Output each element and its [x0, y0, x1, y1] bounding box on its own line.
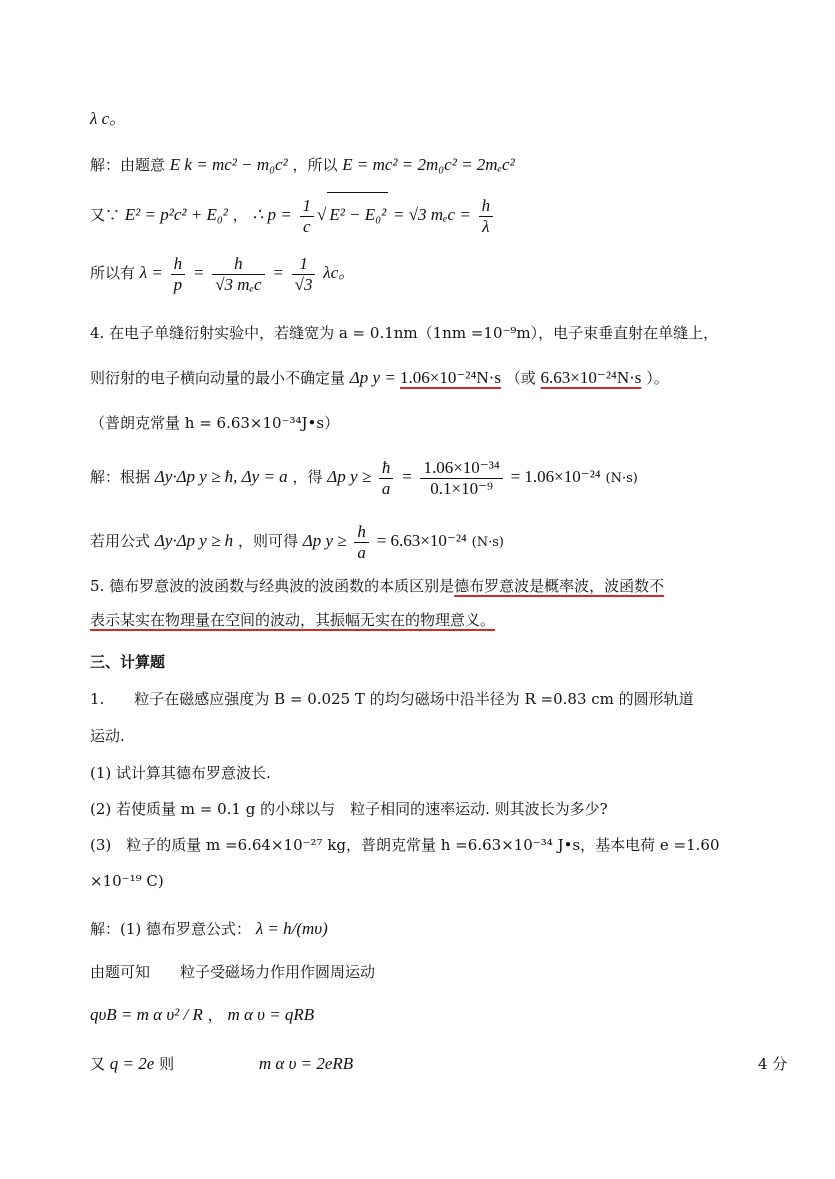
momentum-result: = √3 mₑc = [392, 205, 471, 224]
uncertainty-relation-h: Δy·Δp y ≥ h [154, 531, 234, 550]
planck-constant-note: （普朗克常量 h = 6.63×10⁻³⁴J•s） [90, 414, 340, 432]
calc-1-part-3: (3) 粒子的质量 m =6.64×10⁻²⁷ kg，普朗克常量 h =6.63×10⁻³⁴ J•s，基本电荷 e =1.60 [90, 836, 720, 854]
question-5-answer-part-2: 表示某实在物理量在空间的波动，其振幅无实在的物理意义。 [90, 611, 496, 629]
energy-momentum-relation: E² = p²c² + E₀² [124, 205, 228, 224]
because-text: 又∵ [90, 206, 121, 224]
question-5-text: 5. 德布罗意波的波函数与经典波的波函数的本质区别是 [90, 577, 455, 595]
section-heading-calculation: 三、计算题 [90, 653, 166, 671]
circular-motion-note: 由题可知 粒子受磁场力作用作圆周运动 [90, 963, 376, 981]
total-energy-equation: E = mc² = 2m₀c² = 2mₑc² [342, 155, 515, 174]
calc-1-part-3-cont: ×10⁻¹⁹ C) [90, 872, 164, 890]
question-5-line-2 [90, 609, 745, 631]
uncertainty-relation: Δy·Δp y ≥ ħ, Δy = a [154, 467, 288, 486]
fraction-h-over-p: $\frac{h}{p}$ [171, 254, 186, 295]
lorentz-force-equation: qυB = m α υ² / R [90, 1005, 203, 1024]
question-4-line-2 [90, 367, 745, 389]
charge-equation: q = 2e [109, 1054, 155, 1073]
fraction-h-over-a: $\frac{h}{a}$ [354, 522, 369, 563]
solution-de-broglie-label: 解：(1) 德布罗意公式： [90, 920, 252, 938]
solution-energy-line [90, 154, 745, 176]
force-equation-line [90, 1004, 745, 1026]
fraction-hbar-over-a: $\frac{ħ}{a}$ [379, 458, 394, 499]
delta-py-geq: Δp y ≥ [327, 467, 372, 486]
fraction-one-over-c: $\frac{1}{c}$ [300, 196, 315, 237]
momentum-result-equation: m α υ = 2eRB [258, 1054, 354, 1073]
unit-1: (N·s) [605, 471, 638, 486]
calc-1-line-2: 运动. [90, 727, 125, 745]
result-value-1: = 1.06×10⁻²⁴ [510, 467, 601, 486]
or-text: （或 [505, 369, 536, 387]
wavelength-result-line: 所以有 λ = $\frac{h}{p}$ = $\frac{h}{\text{√3 mₑc}}$ = $\frac{1}{√3}$ λc。 [90, 253, 356, 294]
according-text: 解：根据 [90, 468, 151, 486]
fraction-numeric: $\frac{\text{1.06×10⁻³⁴}}{\text{0.1×10⁻⁹}}$ [420, 458, 502, 499]
sqrt-expression: E² − E₀² [327, 192, 388, 237]
fraction-h-over-lambda: $\frac{h}{\lambda}$ [479, 196, 494, 237]
solution-label: 解：由题意 [90, 156, 166, 174]
fraction-one-over-sqrt3: $\frac{1}{√3}$ [292, 254, 316, 295]
momentum-equation: m α υ = qRB [227, 1005, 315, 1024]
question-5-answer-part-1: 德布罗意波是概率波，波函数不 [454, 577, 665, 595]
then-label: 则 [159, 1055, 175, 1073]
unit-2: (N·s) [471, 535, 504, 550]
connector-text: ，所以 [292, 156, 338, 174]
delta-py-symbol: Δp y = [349, 368, 401, 387]
comma-text: ， [232, 206, 248, 224]
also-text: 又 [90, 1055, 106, 1073]
score-label: 4 分 [758, 1055, 788, 1073]
answer-2-underlined: 6.63×10⁻²⁴N·s [540, 368, 642, 387]
solution-de-broglie-line [90, 918, 745, 940]
then-text: ，则可得 [237, 532, 298, 550]
get-text: ，得 [292, 468, 323, 486]
momentum-line: 又∵ E² = p²c² + E₀² ， ∴ p = $\frac{1}{c}$ √ E² − E₀² = √3 mₑc = $\frac{h}{\lambda}$ [90, 192, 745, 237]
question-4-line-1: 4. 在电子单缝衍射实验中，若缝宽为 a = 0.1nm（1nm =10⁻⁹m），电子束垂直射在单缝上， [90, 324, 719, 342]
lambda-c-tail: λc。 [323, 263, 356, 282]
so-text: 所以有 [90, 264, 136, 282]
if-using-text: 若用公式 [90, 532, 151, 550]
question-4-text: 则衍射的电子横向动量的最小不确定量 [90, 369, 346, 387]
question-4-solution-2 [90, 518, 745, 566]
close-paren-text: ）。 [646, 369, 669, 387]
lambda-c-text: λ c。 [90, 109, 127, 128]
calc-1-line-1: 1. 粒子在磁感应强度为 B = 0.025 T 的均匀磁场中沿半径为 R =0.83 cm 的圆形轨道 [90, 690, 694, 708]
fraction-h-over-sqrt3mc: $\frac{h}{\text{√3 mₑc}}$ [212, 254, 264, 295]
charge-substitution-line [90, 1053, 788, 1075]
lambda-c-line [90, 108, 745, 130]
lambda-equals: λ = [139, 263, 163, 282]
delta-py-geq-2: Δp y ≥ [302, 531, 347, 550]
calc-1-part-2: (2) 若使质量 m = 0.1 g 的小球以与 粒子相同的速率运动. 则其波长为多少? [90, 800, 608, 818]
kinetic-energy-equation: E k = mc² − m₀c² [169, 155, 288, 174]
answer-1-underlined: 1.06×10⁻²⁴N·s [400, 368, 501, 387]
calc-1-part-1: (1) 试计算其德布罗意波长. [90, 764, 271, 782]
de-broglie-formula: λ = h/(mυ) [255, 919, 328, 938]
question-4-solution-1: 解：根据 Δy·Δp y ≥ ħ, Δy = a ，得 Δp y ≥ $\frac{ħ}{a}$ = $\frac{\text{1.06×10⁻³⁴}}{\text{0.1×10⁻⁹}}$ = 1.06×10⁻²⁴ (N·s) [90, 457, 638, 498]
comma-separator: ， [207, 1006, 223, 1024]
therefore-p: ∴ p = [252, 205, 292, 224]
question-5-line-1 [90, 575, 745, 597]
result-value-2: = 6.63×10⁻²⁴ [376, 531, 467, 550]
